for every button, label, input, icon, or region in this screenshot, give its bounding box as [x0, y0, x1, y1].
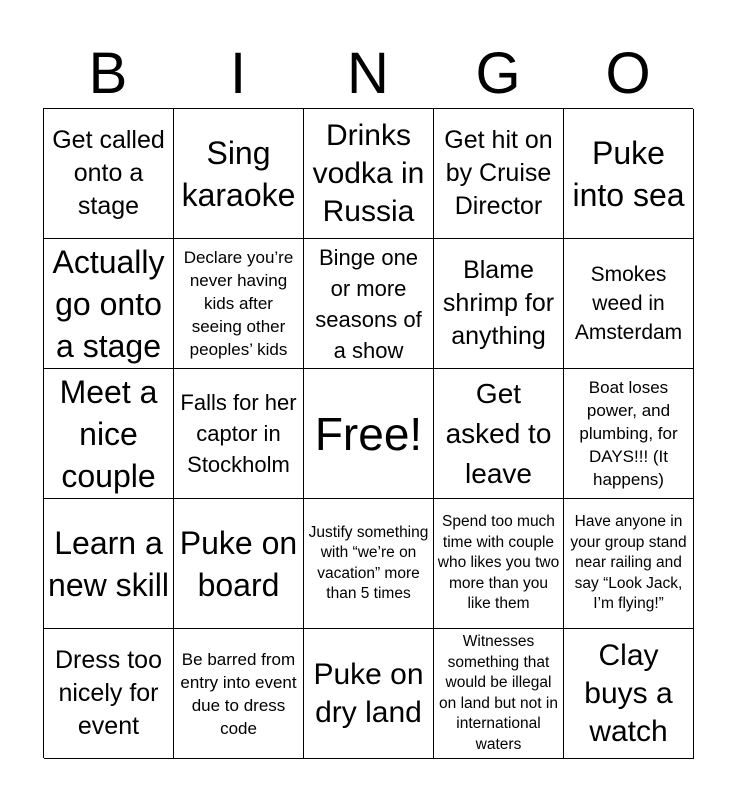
header-letter-o: O [605, 41, 651, 106]
bingo-cell-r4c3[interactable] [304, 499, 434, 629]
cell-text: Meet a nice couple [59, 373, 158, 494]
header-letter-g: G [475, 41, 521, 106]
bingo-grid [43, 108, 693, 758]
bingo-cell-r3c1[interactable] [44, 369, 174, 499]
header-letter-b: B [88, 41, 128, 106]
bingo-cell-r2c1[interactable] [44, 239, 174, 369]
cell-text: Boat loses power, and plumbing, for DAYS!!! (It happens) [579, 378, 678, 489]
bingo-cell-r2c2[interactable] [174, 239, 304, 369]
bingo-cell-free[interactable] [304, 369, 434, 499]
cell-text: Get hit on by Cruise Director [444, 126, 553, 220]
bingo-cell-r5c2[interactable] [174, 629, 304, 759]
bingo-cell-r4c5[interactable] [564, 499, 694, 629]
cell-text: Puke on dry land [313, 657, 424, 729]
bingo-cell-r2c5[interactable] [564, 239, 694, 369]
cell-text: Be barred from entry into event due to dress code [180, 649, 297, 738]
cell-text: Dress too nicely for event [55, 646, 162, 740]
cell-text: Declare you’re never having kids after seeing other peoples’ kids [183, 248, 294, 359]
bingo-cell-r5c1[interactable] [44, 629, 174, 759]
cell-text: Puke on board [179, 524, 298, 603]
bingo-cell-r3c2[interactable] [174, 369, 304, 499]
bingo-cell-r4c1[interactable] [44, 499, 174, 629]
cell-text: Smokes weed in Amsterdam [574, 263, 683, 344]
bingo-cell-r2c4[interactable] [434, 239, 564, 369]
header-letter-i: I [229, 41, 247, 106]
bingo-cell-r1c5[interactable] [564, 109, 694, 239]
bingo-cell-r1c2[interactable] [174, 109, 304, 239]
cell-text: Binge one or more seasons of a show [315, 244, 422, 363]
bingo-cell-r4c4[interactable] [434, 499, 564, 629]
bingo-cell-r1c1[interactable] [44, 109, 174, 239]
cell-text: Spend too much time with couple who likes you two more than you like them [437, 513, 560, 613]
cell-text: Drinks vodka in Russia [312, 118, 425, 228]
bingo-cell-r3c5[interactable] [564, 369, 694, 499]
cell-text: Clay buys a watch [584, 638, 673, 748]
cell-text: Get called onto a stage [52, 126, 165, 220]
bingo-cell-r3c4[interactable] [434, 369, 564, 499]
cell-text: Sing karaoke [181, 134, 296, 213]
bingo-header [43, 40, 693, 108]
cell-text: Falls for her captor in Stockholm [180, 390, 297, 477]
cell-text: Have anyone in your group stand near railing and say “Look Jack, I’m flying!” [570, 513, 687, 613]
bingo-cell-r5c4[interactable] [434, 629, 564, 759]
cell-text: Blame shrimp for anything [442, 256, 555, 350]
bingo-cell-r5c5[interactable] [564, 629, 694, 759]
cell-text: Learn a new skill [48, 524, 169, 603]
cell-text: Witnesses something that would be illegal on land but not in international waters [439, 633, 558, 753]
bingo-cell-r1c4[interactable] [434, 109, 564, 239]
cell-text: Justify something with “we’re on vacation” more than 5 times [308, 523, 429, 602]
free-space-text: Free! [314, 407, 423, 460]
cell-text: Actually go onto a stage [52, 243, 165, 364]
bingo-cell-r4c2[interactable] [174, 499, 304, 629]
cell-text: Puke into sea [572, 134, 685, 213]
bingo-cell-r1c3[interactable] [304, 109, 434, 239]
header-letter-n: N [347, 41, 389, 106]
bingo-cell-r2c3[interactable] [304, 239, 434, 369]
cell-text: Get asked to leave [445, 377, 552, 489]
bingo-cell-r5c3[interactable] [304, 629, 434, 759]
